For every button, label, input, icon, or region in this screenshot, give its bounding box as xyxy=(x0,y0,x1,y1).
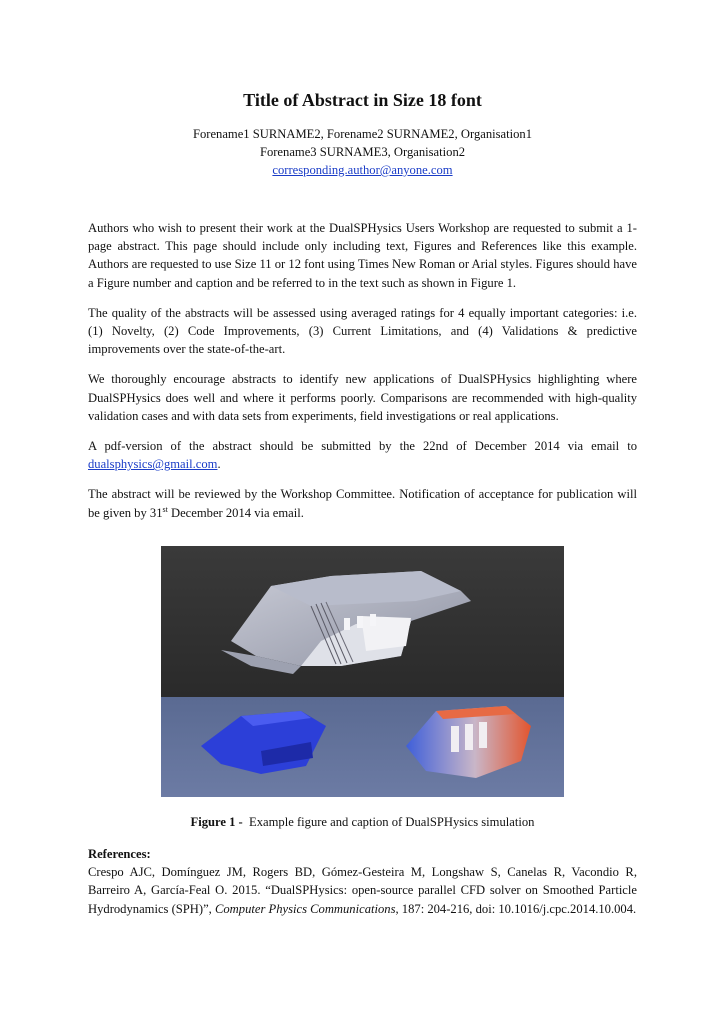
reference-journal: Computer Physics Communications xyxy=(214,901,396,916)
ordinal-superscript: st xyxy=(162,504,168,514)
reference-authors-title: Crespo AJC, Domínguez JM, Rogers BD, Gómez-Gesteira M, Longshaw S, Canelas R, Vacondio R, Barreiro A, García-Feal O. 2015. “DualSPHysics: open-source parallel CFD solver on Smoothed Particle Hydrodynamics (SPH)”, xyxy=(88,865,637,916)
submission-end: . xyxy=(217,457,221,472)
paragraph-instructions: Authors who wish to present their work at the DualSPHysics Users Workshop are requested to submit a 1-page abstract. This page should include only including text, Figures and References like this example. Authors are requested to use Size 11 or 12 font using Times New Roman or Arial styles. Figures should have a Figure number and caption and be referred to in the text such as shown in Figure 1. xyxy=(88,221,637,290)
figure-caption-text: Example figure and caption of DualSPHysics simulation xyxy=(242,815,535,829)
author-line-2: Forename3 SURNAME3, Organisation2 xyxy=(259,145,466,159)
author-line-1: Forename1 SURNAME2, Forename2 SURNAME2, Organisation1 xyxy=(192,127,533,141)
submission-text: A pdf-version of the abstract should be submitted by the 22nd of December 2014 via email to xyxy=(88,439,637,454)
paragraph-applications: We thoroughly encourage abstracts to identify new applications of DualSPHysics highlighting where DualSPHysics does well and where it performs poorly. Comparisons are recommended with high-quality validation cases and with data sets from experiments, field investigations or real applications. xyxy=(88,372,637,423)
submission-email-link[interactable]: dualsphysics@gmail.com xyxy=(88,457,218,472)
figure-label: Figure 1 - xyxy=(190,815,243,829)
corresponding-email-link[interactable]: corresponding.author@anyone.com xyxy=(272,163,453,177)
paragraph-review xyxy=(88,485,637,521)
paragraph-assessment: The quality of the abstracts will be assessed using averaged ratings for 4 equally important categories: i.e. (1) Novelty, (2) Code Improvements, (3) Current Limitations, and (4) Validations & predictive improvements over the state-of-the-art. xyxy=(88,305,637,357)
simulation-figure-image xyxy=(161,546,564,797)
paragraph-submission xyxy=(88,437,637,473)
references-heading: References: xyxy=(88,847,151,861)
abstract-title: Title of Abstract in Size 18 font xyxy=(243,90,482,110)
abstract-body xyxy=(88,219,637,534)
author-block xyxy=(0,125,725,179)
figure-caption xyxy=(0,813,725,831)
review-text: The abstract will be reviewed by the Workshop Committee. Notification of acceptance for publication will be given by 31 xyxy=(88,487,637,520)
review-end: December 2014 via email. xyxy=(167,505,304,520)
references-section xyxy=(88,845,637,918)
reference-entry xyxy=(88,863,637,918)
reference-details: , 187: 204-216, doi: 10.1016/j.cpc.2014.10.004. xyxy=(395,901,637,916)
